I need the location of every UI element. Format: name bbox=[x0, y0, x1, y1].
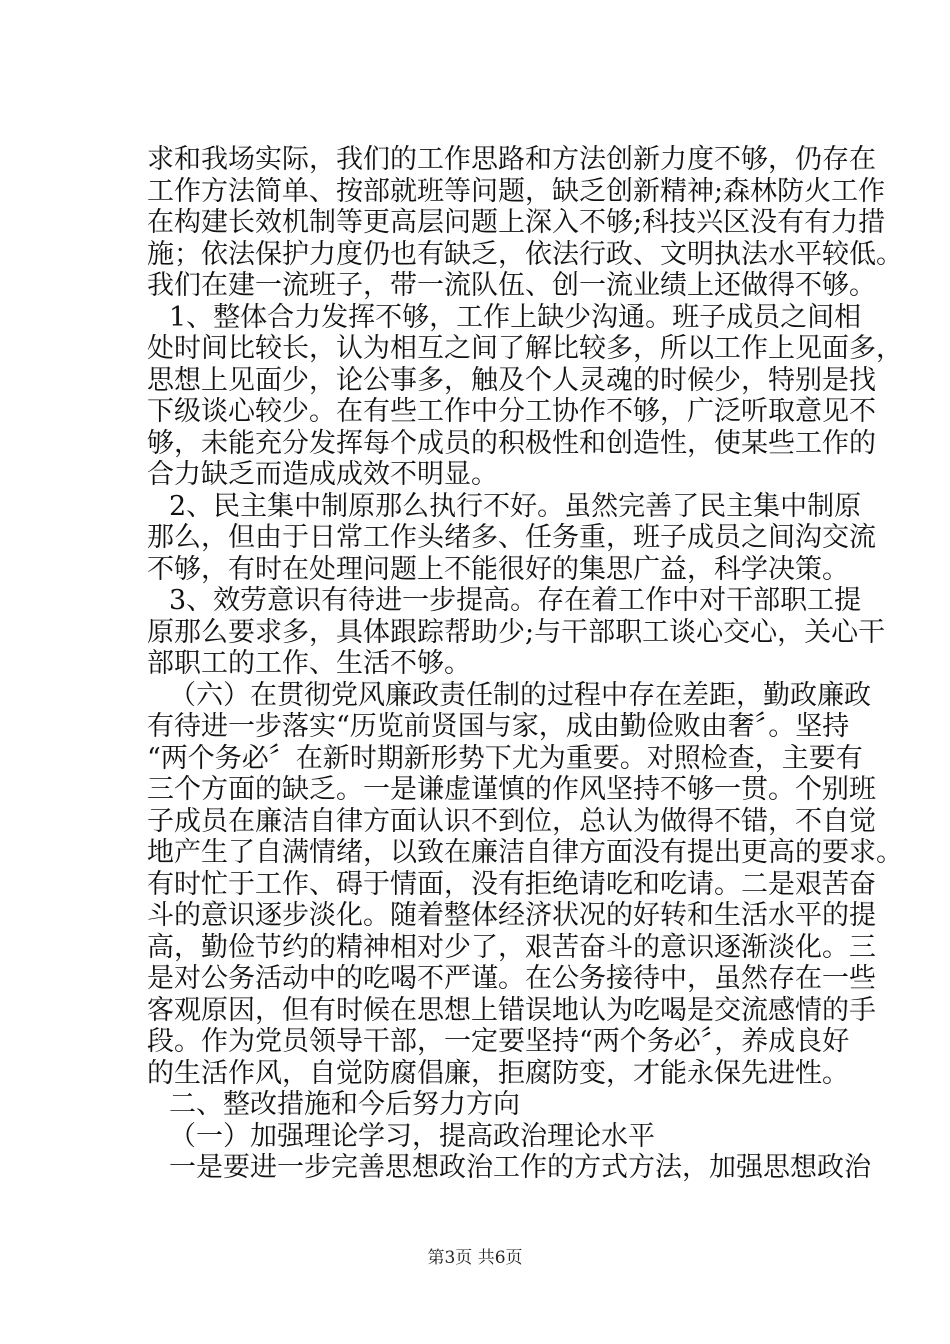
text-line: 在构建长效机制等更高层问题上深入不够;科技兴区没有有力措 bbox=[147, 207, 886, 238]
text-line: 有待进一步落实“历览前贤国与家，成由勤俭败由奢〞。坚持 bbox=[147, 711, 850, 742]
text-line: 高，勤俭节约的精神相对少了，艰苦奋斗的意识逐渐淡化。三 bbox=[147, 931, 876, 963]
text-line: 不够，有时在处理问题上不能很好的集思广益，科学决策。 bbox=[147, 553, 849, 585]
text-line: 我们在建一流班子，带一流队伍、创一流业绩上还做得不够。 bbox=[147, 270, 876, 301]
text-line: 地产生了自满情绪，以致在廉洁自律方面没有提出更高的要求。 bbox=[147, 837, 903, 868]
text-line: 二、整改措施和今后努力方向 bbox=[169, 1089, 520, 1120]
text-line: 的生活作风，自觉防腐倡廉，拒腐防变，才能永保先进性。 bbox=[147, 1057, 849, 1089]
text-line: 斗的意识逐步淡化。随着整体经济状况的好转和生活水平的提 bbox=[147, 900, 876, 931]
text-line: 客观原因，但有时候在思想上错误地认为吃喝是交流感情的手 bbox=[147, 994, 876, 1026]
text-line: 有时忙于工作、碍于情面，没有拒绝请吃和吃请。二是艰苦奋 bbox=[147, 868, 876, 900]
page-footer: 第3页 共6页 bbox=[427, 1248, 523, 1268]
text-line: 够，未能充分发挥每个成员的积极性和创造性，使某些工作的 bbox=[147, 427, 876, 459]
text-line: 原那么要求多，具体跟踪帮助少;与干部职工谈心交心，关心干 bbox=[147, 616, 886, 648]
text-line: 求和我场实际，我们的工作思路和方法创新力度不够，仍存在 bbox=[147, 144, 876, 175]
text-line: 一是要进一步完善思想政治工作的方式方法，加强思想政治 bbox=[169, 1152, 871, 1183]
text-line: 处时间比较长，认为相互之间了解比较多，所以工作上见面多， bbox=[147, 333, 903, 364]
text-line: 工作方法简单、按部就班等问题，缺乏创新精神;森林防火工作 bbox=[147, 175, 886, 207]
text-line: （六）在贯彻党风廉政责任制的过程中存在差距，勤政廉政 bbox=[169, 679, 871, 711]
text-line: “两个务必〞在新时期新形势下尤为重要。对照检查，主要有 bbox=[147, 742, 863, 774]
text-line: 下级谈心较少。在有些工作中分工协作不够，广泛听取意见不 bbox=[147, 396, 876, 427]
text-line: 3、效劳意识有待进一步提高。存在着工作中对干部职工提 bbox=[169, 585, 862, 616]
text-line: 施；依法保护力度仍也有缺乏，依法行政、文明执法水平较低。 bbox=[147, 238, 903, 270]
text-line: 合力缺乏而造成成效不明显。 bbox=[147, 459, 498, 490]
text-line: 子成员在廉洁自律方面认识不到位，总认为做得不错，不自觉 bbox=[147, 805, 876, 837]
text-line: 2、民主集中制原那么执行不好。虽然完善了民主集中制原 bbox=[169, 490, 862, 522]
text-line: 1、整体合力发挥不够，工作上缺少沟通。班子成员之间相 bbox=[169, 301, 862, 333]
text-line: 那么，但由于日常工作头绪多、任务重，班子成员之间沟交流 bbox=[147, 522, 876, 553]
text-line: 思想上见面少，论公事多，触及个人灵魂的时候少，特别是找 bbox=[147, 364, 876, 396]
document-body bbox=[147, 144, 903, 1184]
text-line: 三个方面的缺乏。一是谦虚谨慎的作风坚持不够一贯。个别班 bbox=[147, 774, 876, 805]
text-line: 段。作为党员领导干部，一定要坚持“两个务必〞，养成良好 bbox=[147, 1026, 850, 1057]
text-line: （一）加强理论学习，提高政治理论水平 bbox=[169, 1120, 655, 1152]
text-line: 是对公务活动中的吃喝不严谨。在公务接待中，虽然存在一些 bbox=[147, 963, 876, 994]
text-line: 部职工的工作、生活不够。 bbox=[147, 648, 471, 679]
